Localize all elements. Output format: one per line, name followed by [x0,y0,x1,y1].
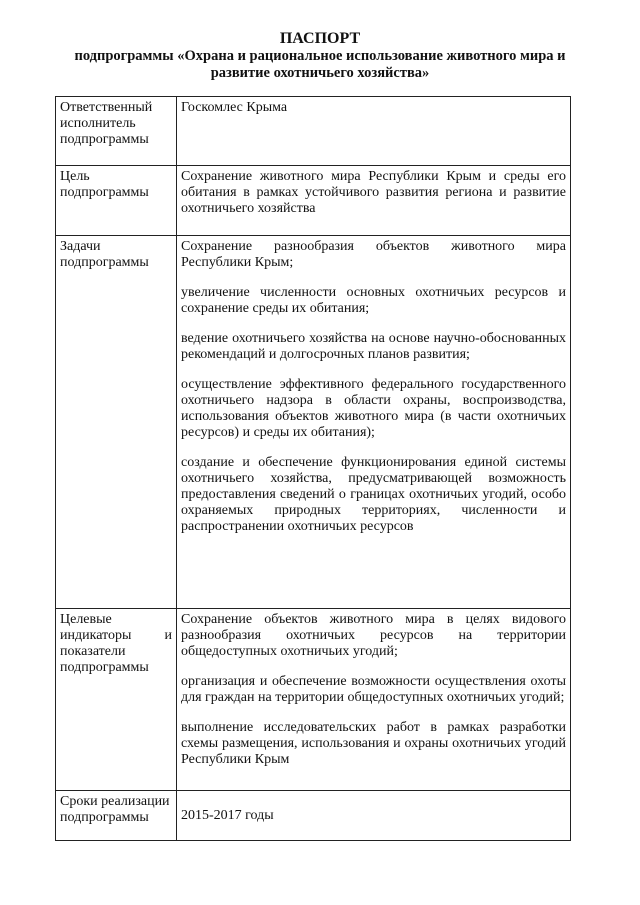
row-indicators [56,609,571,791]
goal-label: Цель подпрограммы [56,166,177,236]
goal-text: Сохранение животного мира Республики Крым и среды его обитания в рамках устойчивого развития региона и развитие охотничьего хозяйства [181,169,566,216]
document-subtitle [0,48,640,82]
indicator-item: Сохранение объектов животного мира в целях видового разнообразия охотничьих ресурсов на территории общедоступных охотничьих угодий; [181,612,566,659]
terms-value [177,791,571,841]
subtitle-line-1: подпрограммы «Охрана и рациональное использование животного мира и [74,48,566,64]
executor-label: Ответственный исполнитель подпрограммы [56,97,177,166]
row-executor [56,97,571,166]
indicators-label-text: Целевые индикаторы и показатели подпрограммы [60,612,172,675]
task-item: увеличение численности основных охотничьих ресурсов и сохранение среды их обитания; [181,285,566,316]
row-goal [56,166,571,236]
subtitle-line-2: развитие охотничьего хозяйства» [210,65,430,81]
tasks-label: Задачи подпрограммы [56,236,177,609]
document-title: ПАСПОРТ [279,30,361,47]
passport-table [55,96,571,841]
indicator-item: организация и обеспечение возможности осуществления охоты для граждан на территории общедоступных охотничьих угодий; [181,674,566,705]
indicator-item: выполнение исследовательских работ в рамках разработки схемы размещения, использования и охраны охотничьих угодий Республики Крым [181,720,566,767]
task-item: ведение охотничьего хозяйства на основе научно-обоснованных рекомендаций и долгосрочных планов развития; [181,331,566,362]
task-item: создание и обеспечение функционирования единой системы охотничьего хозяйства, предусматривающей возможность предоставления сведений о границах охотничьих угодий, особо охраняемых природных территориях, численности и распространении охотничьих ресурсов [181,455,566,534]
indicators-value [177,609,571,791]
executor-value [177,97,571,166]
tasks-value [177,236,571,609]
row-tasks [56,236,571,609]
row-terms [56,791,571,841]
executor-text: Госкомлес Крыма [181,100,288,115]
indicators-label [56,609,177,791]
task-item: осуществление эффективного федерального государственного охотничьего надзора в области охраны, воспроизводства, использования объектов животного мира (в части охотничьих ресурсов) и среды их обитания); [181,377,566,440]
task-item: Сохранение разнообразия объектов животного мира Республики Крым; [181,239,566,270]
terms-text: 2015-2017 годы [181,807,274,823]
goal-value [177,166,571,236]
terms-label: Сроки реализации подпрограммы [56,791,177,841]
